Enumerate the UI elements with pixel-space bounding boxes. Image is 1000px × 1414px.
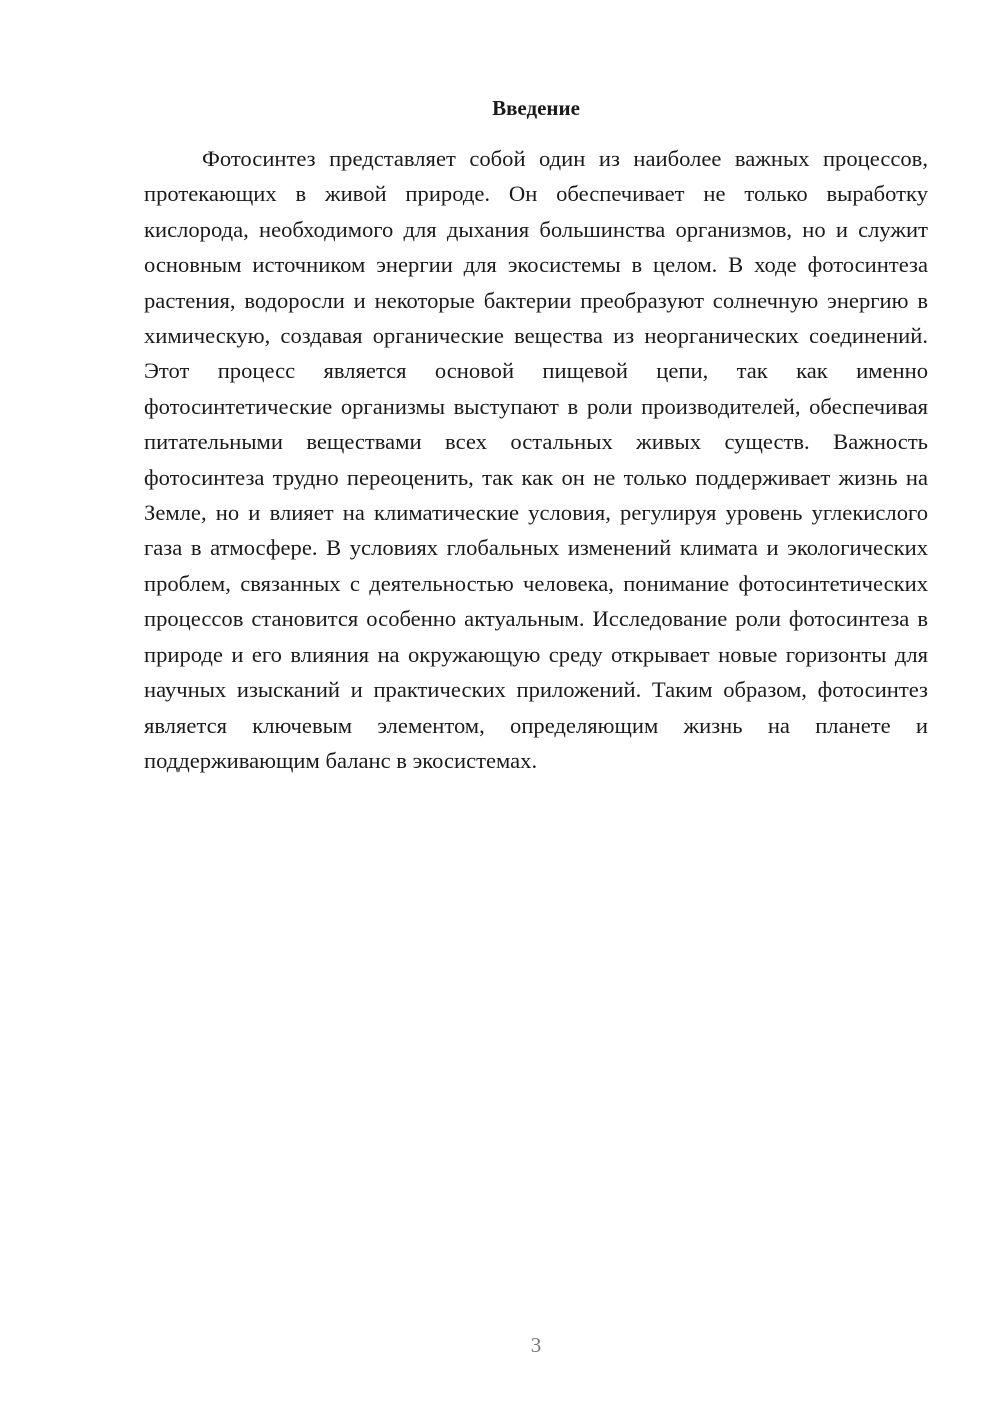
body-paragraph: Фотосинтез представляет собой один из наиболее важных процессов, протекающих в живой природе. Он обеспечивает не только выработку кислорода, необходимого для дыхания большинства организмов, но и служит основным источником энергии для экосистемы в целом. В ходе фотосинтеза растения, водоросли и некоторые бактерии преобразуют солнечную энергию в химическую, создавая органические вещества из неорганических соединений. Этот процесс является основой пищевой цепи, так как именно фотосинтетические организмы выступают в роли производителей, обеспечивая питательными веществами всех остальных живых существ. Важность фотосинтеза трудно переоценить, так как он не только поддерживает жизнь на Земле, но и влияет на климатические условия, регулируя уровень углекислого газа в атмосфере. В условиях глобальных изменений климата и экологических проблем, связанных с деятельностью человека, понимание фотосинтетических процессов становится особенно актуальным. Исследование роли фотосинтеза в природе и его влияния на окружающую среду открывает новые горизонты для научных изысканий и практических приложений. Таким образом, фотосинтез является ключевым элементом, определяющим жизнь на планете и поддерживающим баланс в экосистемах. xyxy=(144,146,928,773)
page-number: 3 xyxy=(530,1333,542,1357)
section-heading: Введение xyxy=(492,96,580,120)
